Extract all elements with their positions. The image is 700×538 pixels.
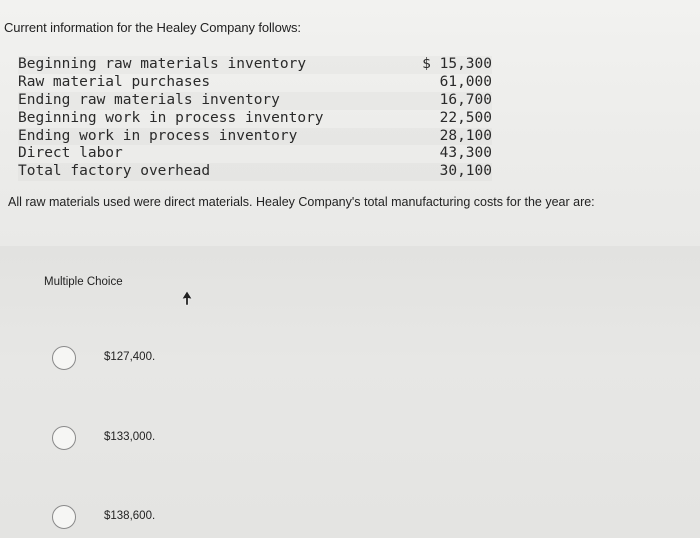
table-row	[18, 56, 492, 74]
question-text: All raw materials used were direct materials. Healey Company's total manufacturing costs for the year are:	[8, 195, 595, 209]
option-label: $138,600.	[104, 510, 156, 522]
table-row	[18, 110, 492, 128]
row-value: 43,300	[439, 145, 492, 162]
choice-panel	[0, 246, 700, 538]
row-value: 28,100	[439, 127, 492, 144]
table-row	[18, 163, 492, 181]
multiple-choice-label: Multiple Choice	[44, 276, 123, 288]
data-table	[18, 56, 492, 181]
row-value: 22,500	[439, 109, 492, 126]
mouse-pointer-icon	[181, 290, 193, 306]
row-label: Ending raw materials inventory	[18, 91, 280, 108]
option-label: $133,000.	[104, 431, 156, 443]
row-label: Ending work in process inventory	[18, 127, 298, 144]
row-label: Total factory overhead	[18, 163, 211, 180]
table-row	[18, 92, 492, 110]
row-value: 30,100	[439, 163, 492, 180]
option-b[interactable]	[52, 426, 252, 454]
row-value: 16,700	[439, 91, 492, 108]
row-label: Direct labor	[18, 145, 123, 162]
row-label: Beginning raw materials inventory	[18, 56, 307, 72]
radio-button-icon[interactable]	[52, 346, 76, 370]
table-row	[18, 74, 492, 92]
row-label: Raw material purchases	[18, 73, 211, 90]
row-label: Beginning work in process inventory	[18, 109, 324, 126]
option-label: $127,400.	[104, 351, 156, 363]
row-value: 61,000	[439, 73, 492, 90]
table-row	[18, 145, 492, 163]
intro-text: Current information for the Healey Company follows:	[4, 20, 301, 35]
option-a[interactable]	[52, 346, 252, 374]
option-c[interactable]	[52, 505, 252, 533]
row-value: $ 15,300	[422, 56, 492, 72]
radio-button-icon[interactable]	[52, 426, 76, 450]
radio-button-icon[interactable]	[52, 505, 76, 529]
table-row	[18, 128, 492, 146]
